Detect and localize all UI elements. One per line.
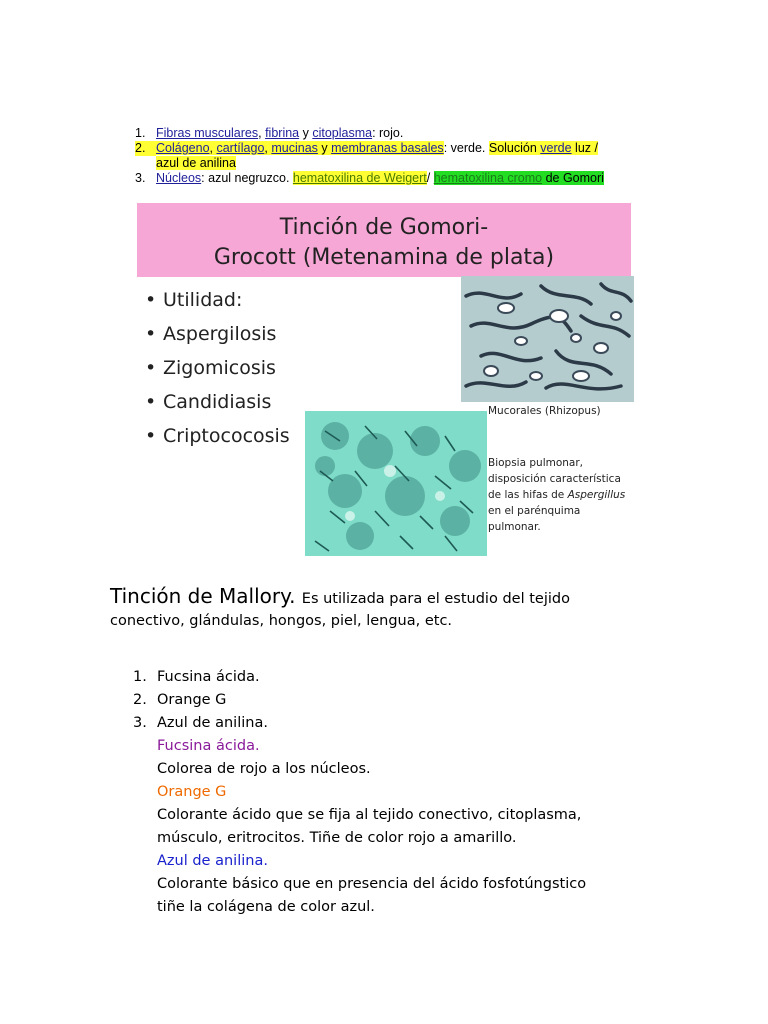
- fucsina-description: Colorea de rojo a los núcleos.: [157, 761, 371, 777]
- azul-de-anilina-highlight: azul de anilina: [156, 156, 236, 170]
- link-fibrina[interactable]: fibrina: [265, 126, 300, 140]
- mallory-list-item-1: 1. Fucsina ácida.: [133, 669, 260, 685]
- stain-list: [135, 126, 695, 186]
- link-membranas-basales[interactable]: membranas basales: [331, 141, 444, 155]
- bullet-utilidad: • Utilidad:: [145, 289, 243, 311]
- stain-list-item-2: 2. Colágeno, cartílago, mucinas y membranas basales: verde. Solución verde luz /: [135, 141, 598, 155]
- link-verde[interactable]: verde: [540, 141, 572, 155]
- link-mucinas[interactable]: mucinas: [271, 141, 318, 155]
- link-colageno[interactable]: Colágeno: [156, 141, 210, 155]
- bullet-candidiasis: • Candidiasis: [145, 391, 272, 413]
- solucion-verde-luz: Solución verde luz /: [488, 141, 598, 155]
- bullet-aspergilosis: • Aspergilosis: [145, 323, 277, 345]
- bullet-criptococosis: • Criptococosis: [145, 425, 290, 447]
- azul-description-line1: Colorante básico que en presencia del ácido fosfotúngstico: [157, 876, 587, 892]
- link-nucleos[interactable]: Núcleos: [156, 171, 202, 185]
- link-cartilago[interactable]: cartílago: [216, 141, 265, 155]
- link-citoplasma[interactable]: citoplasma: [312, 126, 373, 140]
- mucorales-micrograph: [461, 276, 634, 402]
- stain-list-item-2-cont: [135, 156, 695, 171]
- stain-list-item-3: 3. Núcleos: azul negruzco. hematoxilina de Weigert/ hematoxilina cromo de Gomori: [135, 171, 604, 185]
- bullet-zigomicosis: • Zigomicosis: [145, 357, 276, 379]
- mallory-list-item-3: 3. Azul de anilina.: [133, 715, 268, 731]
- link-hematoxilina-cromo[interactable]: hematoxilina cromo: [433, 171, 543, 185]
- slide-title: Tinción de Gomori- Grocott (Metenamina de plata): [213, 215, 555, 270]
- orange-description-line1: Colorante ácido que se fija al tejido conectivo, citoplasma,: [157, 807, 582, 823]
- orange-label: Orange G: [157, 784, 227, 800]
- caption-mucorales: Mucorales (Rhizopus): [488, 405, 601, 417]
- mallory-description: conectivo, glándulas, hongos, piel, lengua, etc.: [110, 613, 453, 629]
- orange-description-line2: músculo, eritrocitos. Tiñe de color rojo a amarillo.: [157, 830, 517, 846]
- aspergillus-micrograph: [305, 411, 487, 556]
- mallory-list-item-2: 2. Orange G: [133, 692, 227, 708]
- mallory-heading: Tinción de Mallory. Es utilizada para el estudio del tejido: [110, 584, 570, 608]
- azul-description-line2: tiñe la colágena de color azul.: [157, 899, 375, 915]
- fucsina-label: Fucsina ácida.: [157, 738, 260, 754]
- azul-label: Azul de anilina.: [157, 853, 268, 869]
- gomori-slide: [137, 203, 631, 573]
- caption-aspergillus: Biopsia pulmonar, disposición característica de las hifas de Aspergillus en el parénquima pulmonar.: [488, 457, 626, 533]
- link-hematoxilina-weigert[interactable]: hematoxilina de Weigert: [292, 171, 427, 185]
- stain-list-item-1: 1. Fibras musculares, fibrina y citoplasma: rojo.: [135, 126, 404, 140]
- link-fibras-musculares[interactable]: Fibras musculares: [156, 126, 259, 140]
